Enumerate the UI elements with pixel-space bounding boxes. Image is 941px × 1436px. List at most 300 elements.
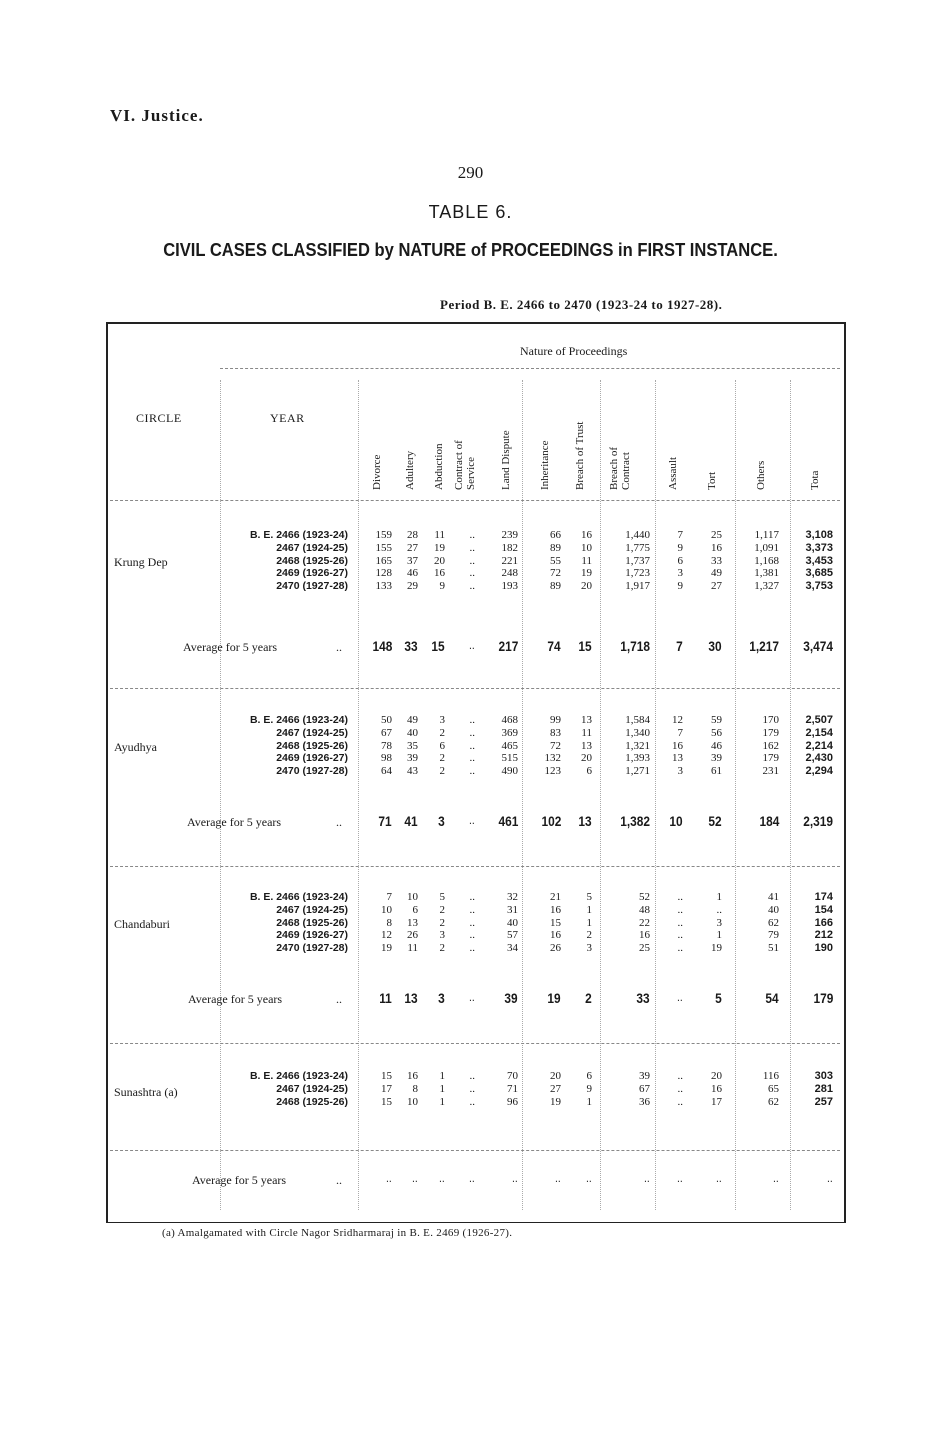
average-cell: .. — [469, 638, 475, 652]
table-cell: 7 — [677, 529, 683, 541]
table-cell: 26 — [550, 942, 561, 955]
table-cell: 303 — [814, 1070, 833, 1082]
average-cell: 13 — [404, 990, 418, 1006]
circle-name: Chandaburi — [114, 916, 170, 931]
average-label: Average for 5 years — [188, 992, 283, 1006]
table-cell: 13 — [672, 752, 683, 765]
average-cell: 19 — [547, 990, 561, 1006]
average-cell: 3 — [438, 990, 445, 1006]
page-number: 290 — [457, 163, 484, 182]
table-cell: 159 — [375, 529, 392, 541]
table-cell: 40 — [407, 726, 418, 739]
table-cell: .. — [469, 567, 475, 580]
average-cell: .. — [677, 1171, 683, 1185]
table-cell: 61 — [711, 765, 722, 778]
table-cell: 1,737 — [625, 554, 650, 567]
table-title: CIVIL CASES CLASSIFIED by NATURE of PROCEEDINGS in FIRST INSTANCE. — [163, 240, 778, 260]
table-cell: 27 — [550, 1082, 561, 1095]
table-cell: .. — [469, 916, 475, 929]
average-cell: 179 — [813, 990, 833, 1006]
table-cell: 9 — [677, 580, 683, 593]
table-cell: 1,393 — [625, 752, 650, 765]
year-label: 2469 (1926-27) — [276, 567, 348, 580]
table-cell: 72 — [550, 567, 561, 580]
table-cell: 9 — [439, 580, 445, 593]
average-cell: .. — [555, 1171, 561, 1185]
table-cell: 257 — [814, 1095, 833, 1108]
table-cell: 6 — [586, 765, 592, 778]
table-cell: 15 — [381, 1070, 392, 1082]
average-cell: 15 — [578, 638, 592, 654]
table-cell: 1,091 — [754, 541, 779, 554]
average-cell: 10 — [669, 813, 683, 829]
table-cell: 20 — [581, 580, 592, 593]
table-cell: 13 — [581, 739, 592, 752]
table-cell: 11 — [581, 554, 592, 567]
table-cell: .. — [469, 891, 475, 903]
nature-of-proceedings-header: Nature of Proceedings — [520, 344, 628, 358]
table-cell: 52 — [639, 891, 650, 903]
table-cell: 3,373 — [805, 541, 833, 554]
average-cell: 461 — [498, 813, 518, 829]
average-cell: 184 — [759, 813, 779, 829]
table-cell: .. — [677, 1082, 683, 1095]
table-cell: 25 — [639, 942, 650, 955]
table-cell: 79 — [768, 929, 779, 942]
circle-name: Sunashtra (a) — [114, 1085, 178, 1100]
table-cell: 72 — [550, 739, 561, 752]
table-cell: 10 — [407, 1095, 418, 1108]
table-cell: 22 — [639, 916, 650, 929]
table-cell: 15 — [381, 1095, 392, 1108]
table-cell: 17 — [381, 1082, 392, 1095]
year-label: 2467 (1924-25) — [276, 726, 348, 739]
table-cell: 49 — [407, 714, 418, 726]
table-cell: .. — [469, 554, 475, 567]
table-cell: 2,507 — [805, 714, 833, 726]
table-cell: 19 — [434, 541, 445, 554]
table-cell: 27 — [407, 541, 418, 554]
average-cell: 5 — [715, 990, 722, 1006]
column-header-year: YEAR — [270, 411, 305, 425]
average-cell: 1,382 — [620, 813, 650, 829]
table-number: TABLE 6. — [428, 202, 513, 222]
table-cell: .. — [469, 714, 475, 726]
average-dots: .. — [336, 640, 342, 654]
table-cell: 89 — [550, 541, 561, 554]
average-dots: .. — [336, 992, 342, 1006]
table-cell: .. — [469, 541, 475, 554]
year-label: 2470 (1927-28) — [276, 765, 348, 778]
table-cell: 65 — [768, 1082, 779, 1095]
average-cell: 3,474 — [803, 638, 833, 654]
average-cell: .. — [469, 1171, 475, 1185]
average-cell: 13 — [578, 813, 592, 829]
table-cell: 13 — [581, 714, 592, 726]
circle-name: Ayudhya — [114, 739, 157, 754]
table-cell: .. — [677, 1095, 683, 1108]
table-cell: 29 — [407, 580, 418, 593]
average-cell: 148 — [372, 638, 392, 654]
table-cell: 9 — [677, 541, 683, 554]
column-header-breach-of-contract: Breach of Contract — [608, 446, 632, 490]
average-cell: .. — [512, 1171, 518, 1185]
table-cell: 155 — [375, 541, 392, 554]
table-cell: 19 — [581, 567, 592, 580]
table-cell: 70 — [507, 1070, 518, 1082]
table-cell: 16 — [711, 1082, 722, 1095]
table-cell: .. — [677, 916, 683, 929]
table-cell: 6 — [677, 554, 683, 567]
table-cell: 1,327 — [754, 580, 779, 593]
table-cell: 25 — [711, 529, 722, 541]
column-divider — [522, 380, 523, 1210]
table-cell: 11 — [581, 726, 592, 739]
table-cell: .. — [677, 1070, 683, 1082]
table-cell: .. — [469, 942, 475, 955]
table-cell: 165 — [375, 554, 392, 567]
average-cell: 1,217 — [749, 638, 779, 654]
table-cell: 46 — [407, 567, 418, 580]
year-label: 2470 (1927-28) — [276, 580, 348, 593]
table-cell: 32 — [507, 891, 518, 903]
table-cell: 20 — [711, 1070, 722, 1082]
table-cell: 16 — [639, 929, 650, 942]
table-cell: 5 — [586, 891, 592, 903]
average-cell: 217 — [498, 638, 518, 654]
table-cell: 6 — [412, 903, 418, 916]
table-cell: 2,294 — [805, 765, 833, 778]
average-cell: 2 — [585, 990, 592, 1006]
table-cell: 490 — [501, 765, 518, 778]
table-cell: 66 — [550, 529, 561, 541]
group-divider — [110, 688, 840, 689]
average-cell: 30 — [708, 638, 722, 654]
average-cell: 102 — [541, 813, 561, 829]
group-divider — [110, 866, 840, 867]
table-cell: 1,917 — [625, 580, 650, 593]
table-cell: 2 — [439, 942, 445, 955]
average-cell: 7 — [676, 638, 683, 654]
table-cell: 369 — [501, 726, 518, 739]
table-cell: 3,685 — [805, 567, 833, 580]
table-cell: 36 — [639, 1095, 650, 1108]
average-cell: .. — [677, 990, 683, 1004]
table-cell: 9 — [586, 1082, 592, 1095]
table-cell: 2 — [439, 765, 445, 778]
table-cell: 5 — [439, 891, 445, 903]
table-cell: 1,340 — [625, 726, 650, 739]
table-cell: 2 — [439, 903, 445, 916]
table-cell: 3 — [439, 714, 445, 726]
header-bottom-divider — [110, 500, 840, 501]
table-cell: 1,584 — [625, 714, 650, 726]
table-cell: 19 — [550, 1095, 561, 1108]
table-cell: 39 — [711, 752, 722, 765]
average-dots: .. — [336, 815, 342, 829]
average-cell: .. — [586, 1171, 592, 1185]
year-label: B. E. 2466 (1923-24) — [249, 529, 348, 541]
table-cell: 16 — [672, 739, 683, 752]
table-cell: 3,753 — [805, 580, 833, 593]
table-cell: 48 — [639, 903, 650, 916]
table-cell: 59 — [711, 714, 722, 726]
average-cell: .. — [439, 1171, 445, 1185]
average-cell: .. — [469, 990, 475, 1004]
table-cell: 71 — [507, 1082, 518, 1095]
column-divider — [790, 380, 791, 1210]
circle-name: Krung Dep — [114, 554, 168, 569]
table-cell: .. — [677, 942, 683, 955]
table-cell: 2,214 — [805, 739, 833, 752]
table-cell: .. — [469, 929, 475, 942]
average-cell: 71 — [378, 813, 392, 829]
year-label: 2470 (1927-28) — [276, 942, 348, 955]
table-cell: 16 — [581, 529, 592, 541]
average-cell: 33 — [636, 990, 650, 1006]
average-cell: 39 — [504, 990, 518, 1006]
table-cell: 16 — [407, 1070, 418, 1082]
table-cell: 1,440 — [625, 529, 650, 541]
table-cell: 19 — [381, 942, 392, 955]
table-cell: 182 — [501, 541, 518, 554]
table-cell: 21 — [550, 891, 561, 903]
table-cell: 3 — [677, 765, 683, 778]
group-divider — [110, 1150, 840, 1151]
year-label: 2469 (1926-27) — [276, 929, 348, 942]
table-cell: 12 — [381, 929, 392, 942]
table-cell: 515 — [501, 752, 518, 765]
table-cell: 12 — [672, 714, 683, 726]
table-cell: 1 — [586, 1095, 592, 1108]
table-cell: 16 — [550, 903, 561, 916]
table-cell: 1,381 — [754, 567, 779, 580]
year-label: 2469 (1926-27) — [276, 752, 348, 765]
table-cell: 1 — [439, 1095, 445, 1108]
average-cell: 15 — [431, 638, 445, 654]
table-cell: 166 — [814, 916, 833, 929]
column-header-divorce: Divorce — [371, 454, 383, 490]
table-cell: 6 — [439, 739, 445, 752]
table-cell: 1 — [586, 903, 592, 916]
average-cell: .. — [469, 813, 475, 827]
table-cell: 40 — [768, 903, 779, 916]
table-cell: 133 — [375, 580, 392, 593]
column-header-tort: Tort — [706, 471, 718, 490]
table-cell: 239 — [501, 529, 518, 541]
table-cell: .. — [716, 903, 722, 916]
table-cell: 96 — [507, 1095, 518, 1108]
table-cell: 3,108 — [805, 529, 833, 541]
table-cell: 98 — [381, 752, 392, 765]
column-header-others: Others — [755, 460, 767, 490]
table-cell: 1,723 — [625, 567, 650, 580]
table-cell: 26 — [407, 929, 418, 942]
average-cell: 11 — [379, 990, 392, 1006]
table-cell: 6 — [586, 1070, 592, 1082]
table-cell: 1 — [716, 891, 722, 903]
average-cell: .. — [644, 1171, 650, 1185]
table-cell: 62 — [768, 1095, 779, 1108]
table-cell: 39 — [407, 752, 418, 765]
table-cell: 35 — [407, 739, 418, 752]
table-cell: 39 — [639, 1070, 650, 1082]
average-label: Average for 5 years — [187, 815, 282, 829]
group-divider — [110, 1043, 840, 1044]
average-cell: 41 — [404, 813, 418, 829]
table-cell: 56 — [711, 726, 722, 739]
year-label: 2468 (1925-26) — [276, 916, 348, 929]
table-cell: 34 — [507, 942, 518, 955]
year-label: 2468 (1925-26) — [276, 554, 348, 567]
table-cell: 62 — [768, 916, 779, 929]
table-cell: 465 — [501, 739, 518, 752]
table-cell: 16 — [434, 567, 445, 580]
year-label: 2467 (1924-25) — [276, 903, 348, 916]
table-cell: 20 — [581, 752, 592, 765]
table-cell: 174 — [814, 891, 833, 903]
table-cell: 99 — [550, 714, 561, 726]
table-cell: 170 — [762, 714, 779, 726]
table-cell: 3 — [677, 567, 683, 580]
average-cell: 3 — [438, 813, 445, 829]
column-header-adultery: Adultery — [404, 450, 416, 490]
table-cell: 46 — [711, 739, 722, 752]
average-cell: .. — [386, 1171, 392, 1185]
table-cell: 51 — [768, 942, 779, 955]
table-cell: 468 — [501, 714, 518, 726]
table-cell: 1,775 — [625, 541, 650, 554]
table-cell: .. — [469, 903, 475, 916]
table-cell: 15 — [550, 916, 561, 929]
table-cell: 3 — [586, 942, 592, 955]
table-cell: 2 — [586, 929, 592, 942]
table-cell: 190 — [814, 942, 833, 955]
table-cell: .. — [469, 1095, 475, 1108]
table-cell: 11 — [407, 942, 418, 955]
year-label: 2467 (1924-25) — [276, 541, 348, 554]
column-header-inheritance: Inheritance — [539, 440, 551, 490]
table-cell: 3,453 — [805, 554, 833, 567]
table-cell: 116 — [762, 1070, 779, 1082]
table-cell: .. — [469, 726, 475, 739]
average-label: Average for 5 years — [183, 640, 278, 654]
table-cell: 78 — [381, 739, 392, 752]
average-dots: .. — [336, 1173, 342, 1187]
column-divider — [655, 380, 656, 1210]
table-cell: 10 — [581, 541, 592, 554]
table-cell: 1 — [439, 1082, 445, 1095]
table-cell: 17 — [711, 1095, 722, 1108]
table-cell: 8 — [386, 916, 392, 929]
average-cell: 1,718 — [620, 638, 650, 654]
table-cell: 55 — [550, 554, 561, 567]
table-cell: 1 — [439, 1070, 445, 1082]
table-cell: 1,117 — [754, 529, 779, 541]
table-cell: 128 — [375, 567, 392, 580]
table-cell: 281 — [814, 1082, 833, 1095]
table-cell: 1,271 — [625, 765, 650, 778]
table-cell: 33 — [711, 554, 722, 567]
table-cell: 1 — [716, 929, 722, 942]
table-cell: 179 — [762, 752, 779, 765]
period-caption: Period B. E. 2466 to 2470 (1923-24 to 1927-28). — [440, 297, 723, 312]
header-divider — [220, 368, 840, 369]
table-cell: 11 — [434, 529, 445, 541]
average-cell: 2,319 — [803, 813, 833, 829]
average-cell: .. — [716, 1171, 722, 1185]
year-label: B. E. 2466 (1923-24) — [249, 891, 348, 903]
table-cell: .. — [469, 1082, 475, 1095]
table-cell: 221 — [501, 554, 518, 567]
table-cell: 1,168 — [754, 554, 779, 567]
year-label: B. E. 2466 (1923-24) — [249, 1070, 348, 1082]
table-cell: 16 — [550, 929, 561, 942]
average-cell: 54 — [765, 990, 779, 1006]
table-cell: 7 — [677, 726, 683, 739]
table-cell: 2,430 — [805, 752, 833, 765]
table-cell: .. — [677, 891, 683, 903]
column-header-circle: CIRCLE — [136, 411, 182, 425]
table-cell: 3 — [716, 916, 722, 929]
table-cell: .. — [677, 903, 683, 916]
column-header-abduction: Abduction — [433, 443, 445, 490]
table-cell: 57 — [507, 929, 518, 942]
table-cell: 19 — [711, 942, 722, 955]
table-cell: .. — [469, 580, 475, 593]
table-cell: 1,321 — [625, 739, 650, 752]
average-cell: 52 — [708, 813, 722, 829]
column-header-breach-of-trust: Breach of Trust — [574, 421, 586, 490]
table-cell: 193 — [501, 580, 518, 593]
table-cell: 28 — [407, 529, 418, 541]
average-cell: .. — [827, 1171, 833, 1185]
table-cell: 8 — [412, 1082, 418, 1095]
table-cell: 179 — [762, 726, 779, 739]
table-cell: 64 — [381, 765, 392, 778]
column-divider — [358, 380, 359, 1210]
column-header-assault: Assault — [667, 457, 679, 490]
table-cell: 40 — [507, 916, 518, 929]
table-cell: 1 — [586, 916, 592, 929]
table-cell: 83 — [550, 726, 561, 739]
column-header-tota: Tota — [809, 470, 821, 490]
table-cell: 13 — [407, 916, 418, 929]
average-cell: .. — [773, 1171, 779, 1185]
table-cell: 37 — [407, 554, 418, 567]
year-label: 2467 (1924-25) — [276, 1082, 348, 1095]
table-cell: 50 — [381, 714, 392, 726]
table-cell: .. — [469, 1070, 475, 1082]
table-cell: 41 — [768, 891, 779, 903]
year-label: 2468 (1925-26) — [276, 1095, 348, 1108]
table-cell: 248 — [501, 567, 518, 580]
table-cell: 67 — [639, 1082, 650, 1095]
table-cell: 2 — [439, 916, 445, 929]
column-divider — [220, 380, 221, 1210]
table-cell: 2 — [439, 726, 445, 739]
table-cell: 16 — [711, 541, 722, 554]
table-cell: 2,154 — [805, 726, 833, 739]
table-cell: 67 — [381, 726, 392, 739]
table-cell: 31 — [507, 903, 518, 916]
table-cell: 7 — [386, 891, 392, 903]
average-cell: 33 — [404, 638, 418, 654]
column-header-contract-of-service: Contract of Service — [453, 440, 477, 490]
column-header-land-dispute: Land Dispute — [500, 430, 512, 490]
year-label: 2468 (1925-26) — [276, 739, 348, 752]
table-cell: .. — [677, 929, 683, 942]
